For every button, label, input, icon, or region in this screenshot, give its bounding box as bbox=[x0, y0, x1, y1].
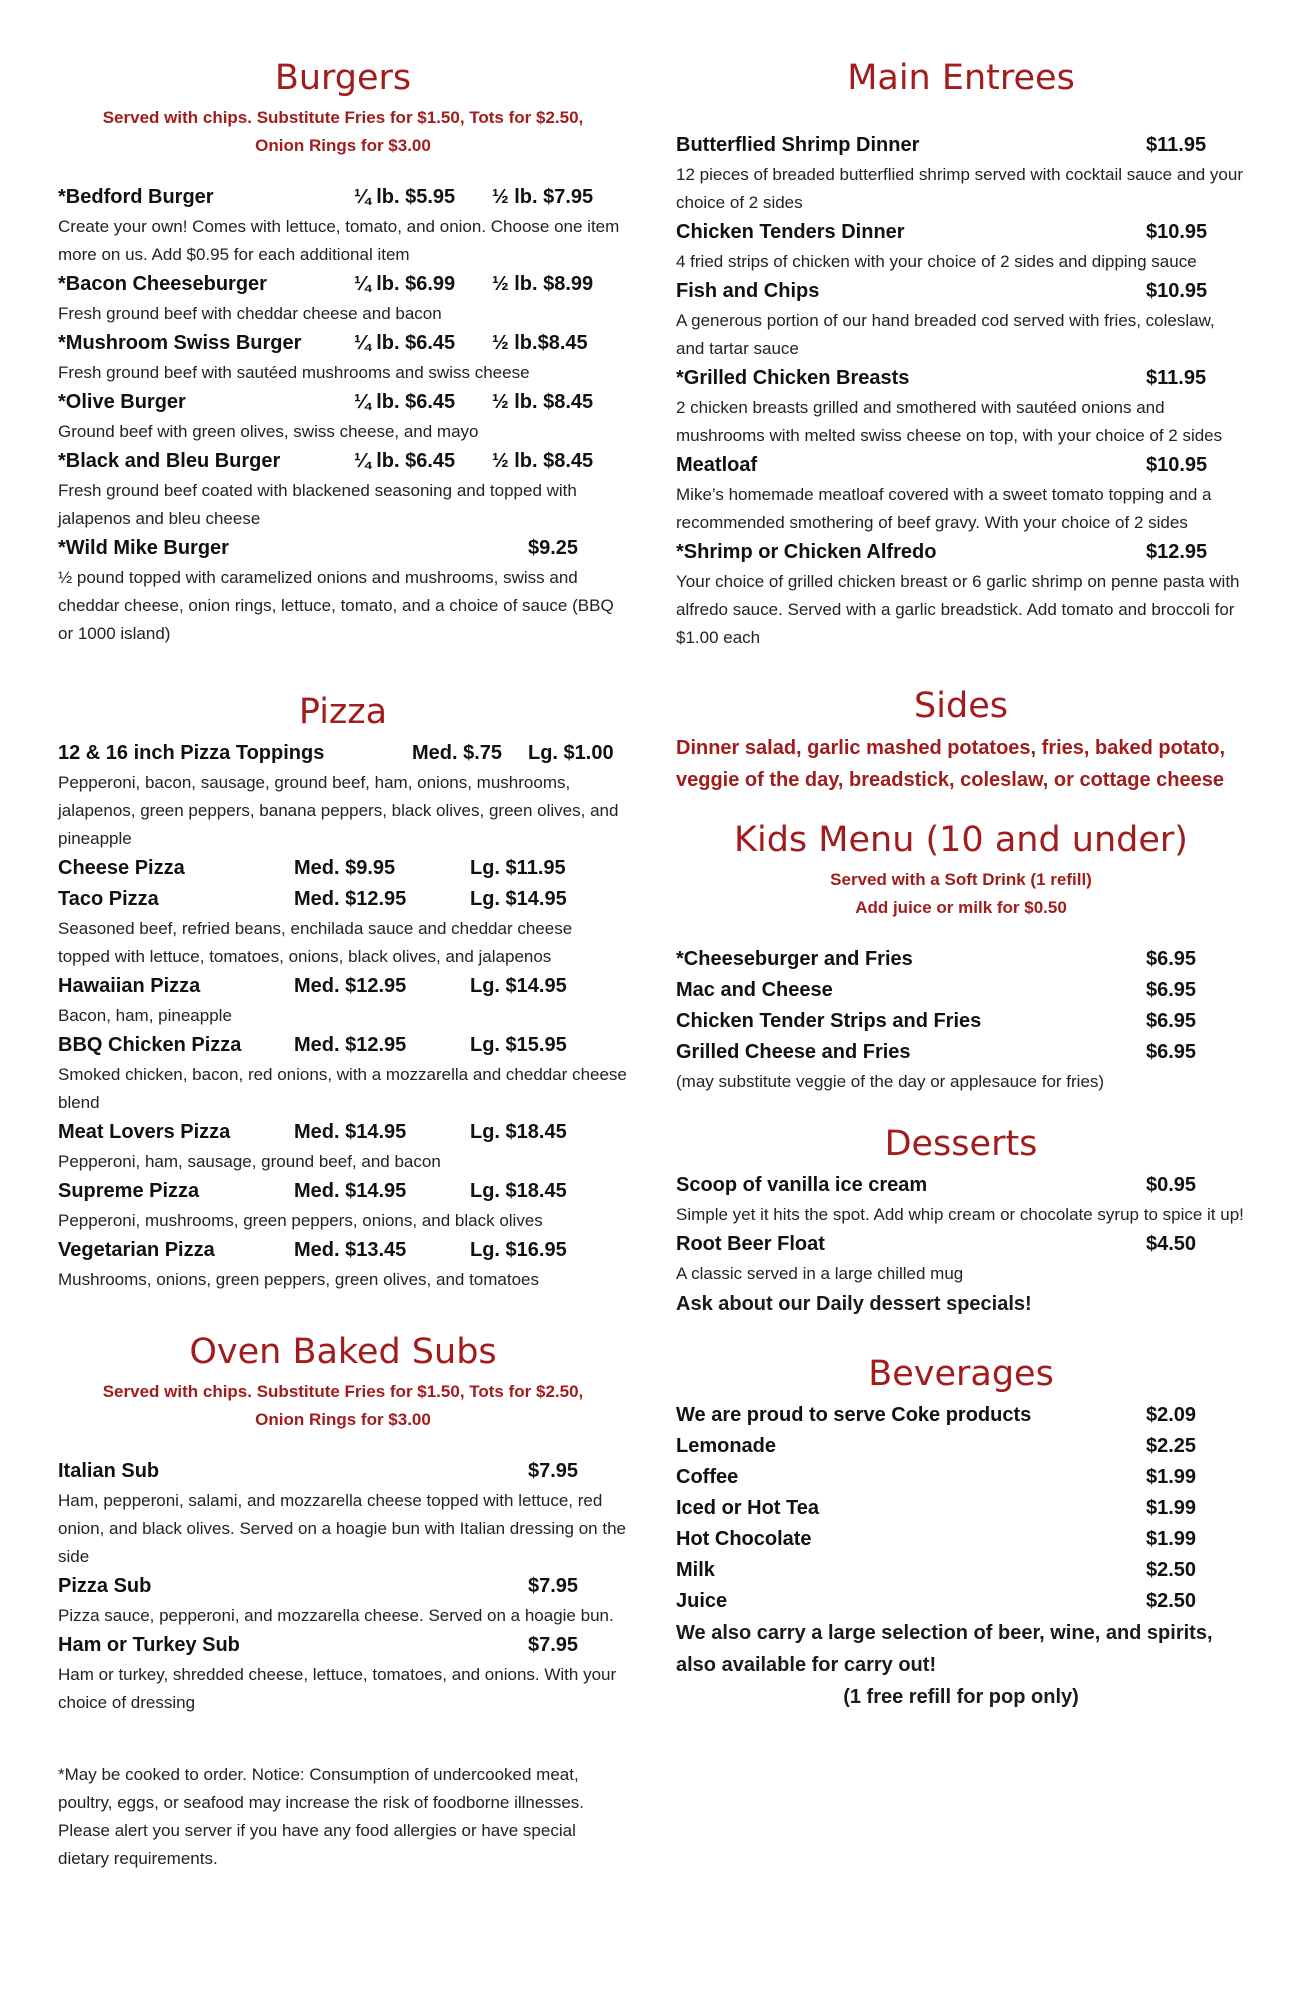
item-desc: Pepperoni, ham, sausage, ground beef, and bacon bbox=[58, 1152, 441, 1171]
menu-item bbox=[676, 537, 1246, 652]
item-price-quarter: ¼ lb. $6.45 bbox=[354, 450, 456, 472]
menu-item bbox=[58, 328, 628, 387]
menu-item bbox=[58, 738, 628, 853]
beverages-refill-note: (1 free refill for pop only) bbox=[843, 1686, 1079, 1708]
beverages-section bbox=[676, 1348, 1246, 1713]
item-desc: Seasoned beef, refried beans, enchilada sauce and cheddar cheese topped with lettuce, tomatoes, onions, black olives, and jalapenos bbox=[58, 919, 573, 966]
menu-item bbox=[58, 1235, 628, 1294]
menu-item bbox=[676, 1400, 1246, 1431]
item-name: *Grilled Chicken Breasts bbox=[676, 367, 910, 389]
item-price-quarter: ¼ lb. $6.45 bbox=[354, 391, 456, 413]
item-price: $1.99 bbox=[1146, 1528, 1197, 1550]
item-desc: Fresh ground beef coated with blackened seasoning and topped with jalapenos and bleu cheese bbox=[58, 481, 577, 528]
menu-item bbox=[58, 269, 628, 328]
item-name: *Wild Mike Burger bbox=[58, 537, 229, 559]
item-price-quarter: ¼ lb. $6.99 bbox=[354, 273, 456, 295]
menu-item bbox=[676, 1006, 1246, 1037]
left-column bbox=[58, 52, 628, 1873]
item-price-medium: Med. $12.95 bbox=[294, 888, 407, 910]
item-price-half: ½ lb. $7.95 bbox=[492, 186, 594, 208]
menu-item bbox=[58, 1571, 628, 1630]
menu-item bbox=[58, 884, 628, 971]
kids-title: Kids Menu (10 and under) bbox=[734, 820, 1188, 860]
item-price: $11.95 bbox=[1146, 367, 1207, 389]
item-price-large: Lg. $11.95 bbox=[470, 857, 566, 879]
item-desc: Mushrooms, onions, green peppers, green olives, and tomatoes bbox=[58, 1270, 539, 1289]
item-name: We are proud to serve Coke products bbox=[676, 1404, 1032, 1426]
pizza-title: Pizza bbox=[298, 692, 388, 732]
item-name: Mac and Cheese bbox=[676, 979, 833, 1001]
menu-item bbox=[676, 1431, 1246, 1462]
item-price: $0.95 bbox=[1146, 1174, 1197, 1196]
item-price-medium: Med. $12.95 bbox=[294, 1034, 407, 1056]
item-price: $1.99 bbox=[1146, 1466, 1197, 1488]
item-price: $1.99 bbox=[1146, 1497, 1197, 1519]
item-price: $7.95 bbox=[528, 1575, 579, 1597]
desserts-title: Desserts bbox=[884, 1124, 1038, 1164]
item-desc: Smoked chicken, bacon, red onions, with a mozzarella and cheddar cheese blend bbox=[58, 1065, 627, 1112]
menu-item bbox=[58, 1117, 628, 1176]
menu-item bbox=[58, 1030, 628, 1117]
item-desc: Simple yet it hits the spot. Add whip cream or chocolate syrup to spice it up! bbox=[676, 1205, 1244, 1224]
item-price: $6.95 bbox=[1146, 1041, 1197, 1063]
item-name: Cheese Pizza bbox=[58, 857, 185, 879]
item-price-large: Lg. $1.00 bbox=[528, 742, 614, 764]
menu-item bbox=[676, 363, 1246, 450]
item-price: $9.25 bbox=[528, 537, 579, 559]
item-desc: Your choice of grilled chicken breast or 6 garlic shrimp on penne pasta with alfredo sauce. Served with a garlic breadstick. Add tomato and broccoli for $1.00 each bbox=[676, 572, 1240, 647]
item-desc: Ham or turkey, shredded cheese, lettuce, tomatoes, and onions. With your choice of dressing bbox=[58, 1665, 617, 1712]
item-desc: Create your own! Comes with lettuce, tomato, and onion. Choose one item more on us. Add $0.95 for each additional item bbox=[58, 217, 620, 264]
kids-note-juice: Add juice or milk for $0.50 bbox=[855, 898, 1067, 917]
item-price-half: ½ lb.$8.45 bbox=[492, 332, 588, 354]
item-price: $7.95 bbox=[528, 1460, 579, 1482]
menu-item bbox=[676, 217, 1246, 276]
menu-item bbox=[58, 1456, 628, 1571]
item-name: Supreme Pizza bbox=[58, 1180, 200, 1202]
menu-item bbox=[676, 1493, 1246, 1524]
item-price: $6.95 bbox=[1146, 948, 1197, 970]
menu-item bbox=[676, 276, 1246, 363]
item-name: Butterflied Shrimp Dinner bbox=[676, 134, 920, 156]
entrees-section bbox=[676, 52, 1246, 652]
burgers-title: Burgers bbox=[274, 58, 412, 98]
entrees-title: Main Entrees bbox=[847, 58, 1075, 98]
subs-title: Oven Baked Subs bbox=[189, 1332, 497, 1372]
sides-section bbox=[676, 680, 1246, 796]
item-desc: 2 chicken breasts grilled and smothered with sautéed onions and mushrooms with melted swiss cheese on top, with your choice of 2 sides bbox=[676, 398, 1223, 445]
item-price: $2.50 bbox=[1146, 1590, 1197, 1612]
item-name: Meat Lovers Pizza bbox=[58, 1121, 231, 1143]
item-price-large: Lg. $15.95 bbox=[470, 1034, 567, 1056]
beverages-alcohol-note: We also carry a large selection of beer, wine, and spirits, also available for carry out! bbox=[676, 1622, 1213, 1676]
item-price-half: ½ lb. $8.45 bbox=[492, 450, 594, 472]
dessert-specials-note: Ask about our Daily dessert specials! bbox=[676, 1293, 1032, 1315]
item-price: $4.50 bbox=[1146, 1233, 1197, 1255]
item-desc: Pepperoni, mushrooms, green peppers, onions, and black olives bbox=[58, 1211, 543, 1230]
item-name: *Mushroom Swiss Burger bbox=[58, 332, 302, 354]
item-price-half: ½ lb. $8.99 bbox=[492, 273, 594, 295]
item-name: Grilled Cheese and Fries bbox=[676, 1041, 911, 1063]
item-name: Lemonade bbox=[676, 1435, 777, 1457]
item-name: Italian Sub bbox=[58, 1460, 160, 1482]
item-price-quarter: ¼ lb. $6.45 bbox=[354, 332, 456, 354]
menu-item bbox=[58, 1176, 628, 1235]
item-desc: 4 fried strips of chicken with your choice of 2 sides and dipping sauce bbox=[676, 252, 1197, 271]
pizza-section bbox=[58, 686, 628, 1294]
subs-note: Served with chips. Substitute Fries for $1.50, Tots for $2.50, Onion Rings for $3.00 bbox=[102, 1382, 584, 1429]
item-price-medium: Med. $13.45 bbox=[294, 1239, 407, 1261]
item-price-large: Lg. $16.95 bbox=[470, 1239, 567, 1261]
item-price: $6.95 bbox=[1146, 979, 1197, 1001]
menu-item bbox=[676, 1462, 1246, 1493]
item-price: $6.95 bbox=[1146, 1010, 1197, 1032]
item-price-large: Lg. $18.45 bbox=[470, 1180, 567, 1202]
item-price: $10.95 bbox=[1146, 280, 1208, 302]
item-name: Juice bbox=[676, 1590, 728, 1612]
item-price: $10.95 bbox=[1146, 454, 1208, 476]
item-desc: Pepperoni, bacon, sausage, ground beef, ham, onions, mushrooms, jalapenos, green peppers, banana peppers, black olives, green olives, and pineapple bbox=[58, 773, 619, 848]
item-name: Iced or Hot Tea bbox=[676, 1497, 819, 1519]
kids-section bbox=[676, 814, 1246, 1096]
sides-list: Dinner salad, garlic mashed potatoes, fries, baked potato, veggie of the day, breadstick, coleslaw, or cottage cheese bbox=[676, 737, 1226, 791]
item-desc: Ham, pepperoni, salami, and mozzarella cheese topped with lettuce, red onion, and black olives. Served on a hoagie bun with Italian dressing on the side bbox=[58, 1491, 626, 1566]
beverages-title: Beverages bbox=[868, 1354, 1054, 1394]
item-name: BBQ Chicken Pizza bbox=[58, 1034, 242, 1056]
item-name: Fish and Chips bbox=[676, 280, 820, 302]
menu-item bbox=[58, 446, 628, 533]
menu-item bbox=[676, 1037, 1246, 1068]
item-name: 12 & 16 inch Pizza Toppings bbox=[58, 742, 325, 764]
menu-item bbox=[676, 450, 1246, 537]
item-price: $12.95 bbox=[1146, 541, 1208, 563]
item-price: $11.95 bbox=[1146, 134, 1207, 156]
item-price-medium: Med. $12.95 bbox=[294, 975, 407, 997]
allergy-footnote: *May be cooked to order. Notice: Consumption of undercooked meat, poultry, eggs, or seafood may increase the risk of foodborne illnesses. Please alert you server if you have any food allergies or have special dietary requirements. bbox=[58, 1765, 585, 1868]
menu-item bbox=[676, 1555, 1246, 1586]
item-price-medium: Med. $9.95 bbox=[294, 857, 396, 879]
item-name: *Bacon Cheeseburger bbox=[58, 273, 267, 295]
item-desc: Pizza sauce, pepperoni, and mozzarella cheese. Served on a hoagie bun. bbox=[58, 1606, 614, 1625]
menu-item bbox=[676, 944, 1246, 975]
item-desc: A generous portion of our hand breaded cod served with fries, coleslaw, and tartar sauce bbox=[676, 311, 1215, 358]
item-price-medium: Med. $14.95 bbox=[294, 1180, 407, 1202]
item-name: Vegetarian Pizza bbox=[58, 1239, 215, 1261]
item-desc: Bacon, ham, pineapple bbox=[58, 1006, 232, 1025]
item-name: *Shrimp or Chicken Alfredo bbox=[676, 541, 937, 563]
item-name: Root Beer Float bbox=[676, 1233, 825, 1255]
menu-item bbox=[58, 1630, 628, 1717]
item-name: Coffee bbox=[676, 1466, 739, 1488]
item-name: Hot Chocolate bbox=[676, 1528, 812, 1550]
item-price-half: ½ lb. $8.45 bbox=[492, 391, 594, 413]
right-column bbox=[676, 52, 1246, 1713]
item-name: Meatloaf bbox=[676, 454, 758, 476]
item-price: $2.09 bbox=[1146, 1404, 1197, 1426]
menu-item bbox=[676, 1524, 1246, 1555]
item-price-large: Lg. $14.95 bbox=[470, 975, 567, 997]
item-name: *Cheeseburger and Fries bbox=[676, 948, 913, 970]
item-name: Scoop of vanilla ice cream bbox=[676, 1174, 928, 1196]
item-price-medium: Med. $14.95 bbox=[294, 1121, 407, 1143]
item-name: *Black and Bleu Burger bbox=[58, 450, 281, 472]
burgers-section bbox=[58, 52, 628, 648]
menu-item bbox=[58, 971, 628, 1030]
kids-note-drink: Served with a Soft Drink (1 refill) bbox=[830, 870, 1092, 889]
item-price: $10.95 bbox=[1146, 221, 1208, 243]
item-desc: ½ pound topped with caramelized onions and mushrooms, swiss and cheddar cheese, onion rings, lettuce, tomato, and a choice of sauce (BBQ or 1000 island) bbox=[58, 568, 614, 643]
menu-item bbox=[58, 853, 628, 884]
menu-item bbox=[676, 1229, 1246, 1288]
item-name: Chicken Tender Strips and Fries bbox=[676, 1010, 982, 1032]
item-name: Chicken Tenders Dinner bbox=[676, 221, 905, 243]
item-name: Hawaiian Pizza bbox=[58, 975, 201, 997]
menu-item bbox=[676, 130, 1246, 217]
menu-item bbox=[676, 1170, 1246, 1229]
item-price-large: Lg. $18.45 bbox=[470, 1121, 567, 1143]
item-price: $2.25 bbox=[1146, 1435, 1197, 1457]
sides-title: Sides bbox=[914, 686, 1008, 726]
item-name: Pizza Sub bbox=[58, 1575, 152, 1597]
item-price-large: Lg. $14.95 bbox=[470, 888, 567, 910]
item-name: *Bedford Burger bbox=[58, 186, 214, 208]
burgers-note: Served with chips. Substitute Fries for $1.50, Tots for $2.50, Onion Rings for $3.00 bbox=[102, 108, 584, 155]
menu-item bbox=[58, 533, 628, 648]
menu-item bbox=[58, 182, 628, 269]
subs-section bbox=[58, 1326, 628, 1717]
item-desc: A classic served in a large chilled mug bbox=[676, 1264, 964, 1283]
desserts-section bbox=[676, 1118, 1246, 1320]
menu-item bbox=[58, 387, 628, 446]
item-price-medium: Med. $.75 bbox=[412, 742, 503, 764]
item-price-quarter: ¼ lb. $5.95 bbox=[354, 186, 456, 208]
kids-substitute-note: (may substitute veggie of the day or applesauce for fries) bbox=[676, 1072, 1105, 1091]
item-name: Ham or Turkey Sub bbox=[58, 1634, 240, 1656]
item-name: *Olive Burger bbox=[58, 391, 186, 413]
item-desc: Ground beef with green olives, swiss cheese, and mayo bbox=[58, 422, 479, 441]
item-name: Milk bbox=[676, 1559, 715, 1581]
menu-item bbox=[676, 1586, 1246, 1617]
menu-item bbox=[676, 975, 1246, 1006]
item-price: $2.50 bbox=[1146, 1559, 1197, 1581]
item-name: Taco Pizza bbox=[58, 888, 159, 910]
item-desc: Fresh ground beef with sautéed mushrooms and swiss cheese bbox=[58, 363, 530, 382]
item-desc: Mike’s homemade meatloaf covered with a sweet tomato topping and a recommended smothering of beef gravy. With your choice of 2 sides bbox=[676, 485, 1212, 532]
item-desc: 12 pieces of breaded butterflied shrimp served with cocktail sauce and your choice of 2 sides bbox=[676, 165, 1243, 212]
item-desc: Fresh ground beef with cheddar cheese and bacon bbox=[58, 304, 442, 323]
item-price: $7.95 bbox=[528, 1634, 579, 1656]
